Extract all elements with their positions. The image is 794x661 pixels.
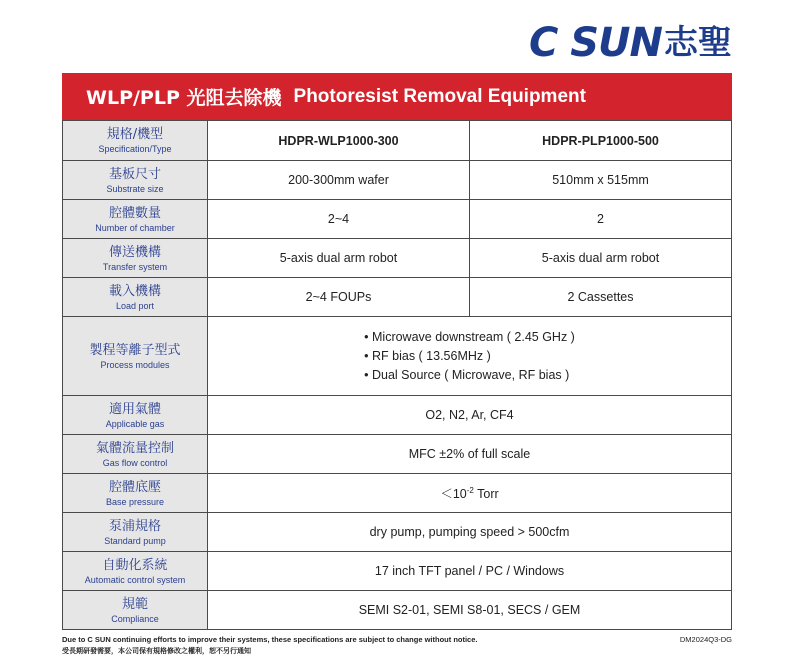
document-code: DM2024Q3-DG [679, 635, 732, 644]
label-cjk: 適用氣體 [108, 401, 161, 417]
label-en: Process modules [100, 359, 170, 370]
value-merged: dry pump, pumping speed > 500cfm [208, 513, 732, 552]
label-en: Standard pump [104, 535, 166, 546]
table-row-gas-flow [63, 435, 732, 474]
label-en: Transfer system [102, 261, 168, 272]
table-row-substrate [63, 161, 732, 200]
pressure-exponent: -2 [466, 485, 474, 495]
model-b-header: HDPR-PLP1000-500 [470, 121, 732, 161]
list-item: • Dual Source ( Microwave, RF bias ) [364, 366, 575, 385]
value-a: 2~4 FOUPs [208, 278, 470, 317]
label-cjk: 腔體數量 [108, 205, 161, 221]
label-en: Base pressure [105, 496, 165, 507]
label-en: Load port [115, 300, 155, 311]
label-cjk: 氣體流量控制 [95, 440, 174, 456]
value-merged: 17 inch TFT panel / PC / Windows [208, 552, 732, 591]
label-cell [63, 396, 208, 435]
spec-table [62, 120, 732, 630]
process-modules-list [364, 328, 575, 385]
table-row-process [63, 317, 732, 396]
pressure-unit: Torr [473, 487, 499, 501]
label-cell [63, 591, 208, 630]
label-cell [63, 552, 208, 591]
value-merged: SEMI S2-01, SEMI S8-01, SECS / GEM [208, 591, 732, 630]
pressure-prefix: ＜10 [440, 487, 467, 501]
value-merged: O2, N2, Ar, CF4 [208, 396, 732, 435]
value-b: 2 [470, 200, 732, 239]
label-en: Substrate size [106, 183, 164, 194]
value-b: 5-axis dual arm robot [470, 239, 732, 278]
label-cjk: 自動化系統 [102, 557, 168, 573]
label-cjk: 載入機構 [108, 283, 161, 299]
label-cjk: 傳送機構 [108, 244, 161, 260]
label-en: Number of chamber [95, 222, 175, 233]
footer-note-cjk: 受長期研發需要，本公司保有規格修改之權利，恕不另行通知 [62, 647, 251, 655]
list-item: • Microwave downstream ( 2.45 GHz ) [364, 328, 575, 347]
label-cjk: 泵浦規格 [108, 518, 161, 534]
label-cell [63, 121, 208, 161]
table-row-header [63, 121, 732, 161]
label-cell [63, 435, 208, 474]
title-cjk: WLP/PLP 光阻去除機 [86, 87, 282, 109]
base-pressure-value [208, 474, 732, 513]
label-en: Automatic control system [84, 574, 186, 585]
table-row-pump [63, 513, 732, 552]
value-b: 2 Cassettes [470, 278, 732, 317]
title-en: Photoresist Removal Equipment [293, 85, 586, 107]
table-row-gas [63, 396, 732, 435]
value-a: 200-300mm wafer [208, 161, 470, 200]
table-row-chambers [63, 200, 732, 239]
label-cjk: 腔體底壓 [108, 479, 161, 495]
label-cell [63, 474, 208, 513]
label-cjk: 基板尺寸 [108, 166, 161, 182]
value-merged: MFC ±2% of full scale [208, 435, 732, 474]
label-en: Specification/Type [98, 144, 172, 154]
value-a: 2~4 [208, 200, 470, 239]
label-cjk: 規範 [121, 596, 148, 612]
label-cell [63, 317, 208, 396]
label-en: Applicable gas [105, 418, 165, 429]
c-sun-logo [529, 20, 732, 66]
value-a: 5-axis dual arm robot [208, 239, 470, 278]
label-cjk: 規格/機型 [106, 127, 164, 142]
table-row-base-pressure [63, 474, 732, 513]
label-en: Compliance [111, 613, 159, 624]
logo-latin-text: C SUN [528, 20, 662, 66]
table-row-load-port [63, 278, 732, 317]
table-row-control [63, 552, 732, 591]
label-en: Gas flow control [102, 457, 168, 468]
label-cell [63, 278, 208, 317]
label-cjk: 製程等離子型式 [89, 342, 181, 358]
footer-note-en: Due to C SUN continuing efforts to improve their systems, these specifications are subject to change without notice. [62, 635, 478, 644]
table-row-compliance [63, 591, 732, 630]
label-cell [63, 161, 208, 200]
value-b: 510mm x 515mm [470, 161, 732, 200]
logo-cjk-text: 志聖 [664, 23, 732, 63]
table-row-transfer [63, 239, 732, 278]
title-bar [62, 73, 732, 120]
label-cell [63, 200, 208, 239]
label-cell [63, 513, 208, 552]
list-item: • RF bias ( 13.56MHz ) [364, 347, 575, 366]
label-cell [63, 239, 208, 278]
model-a-header: HDPR-WLP1000-300 [208, 121, 470, 161]
process-modules-cell [208, 317, 732, 396]
